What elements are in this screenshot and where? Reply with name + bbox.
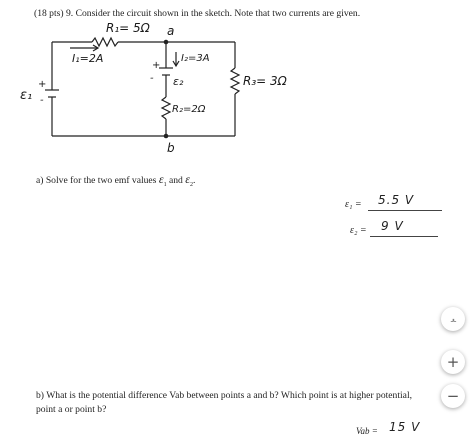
part-a-text: a) Solve for the two emf values xyxy=(36,175,157,186)
answer2-value: 9 V xyxy=(381,219,404,233)
node-a-label: a xyxy=(167,24,175,38)
i1-label: I₁=2A xyxy=(72,52,104,65)
r3-label: R₃= 3Ω xyxy=(243,74,287,88)
emf1-minus: - xyxy=(40,95,44,106)
emf1-plus: + xyxy=(38,79,47,90)
emf2-symbol: ε xyxy=(185,172,190,186)
answer1-label: ε₁ = xyxy=(345,199,362,210)
minus-icon: − xyxy=(446,386,460,405)
answer2-line xyxy=(370,236,438,237)
zoom-in-button[interactable] xyxy=(441,350,465,374)
and-text: and xyxy=(168,175,183,186)
fit-to-screen-button[interactable] xyxy=(441,307,465,331)
answer1-value: 5.5 V xyxy=(378,193,415,207)
vab-value: 15 V xyxy=(389,420,421,434)
zoom-out-button[interactable] xyxy=(441,384,465,408)
r2-label: R₂=2Ω xyxy=(172,104,206,115)
question-title: (18 pts) 9. Consider the circuit shown in the sketch. Note that two currents are given. xyxy=(34,8,361,19)
emf2-minus: - xyxy=(150,73,154,84)
emf1-label: ε₁ xyxy=(20,88,33,103)
part-b-line2: point a or point b? xyxy=(36,404,107,415)
emf1-symbol: ε xyxy=(158,172,164,186)
i2-label: I₂=3A xyxy=(181,53,210,64)
fit-to-screen-icon: ⌟⌞ xyxy=(450,314,456,323)
emf2-plus: + xyxy=(152,60,161,71)
circuit-diagram xyxy=(0,0,474,160)
answer1-line xyxy=(368,210,442,211)
part-a-question: a) Solve for the two emf values $\varepsilon_1$ and $\varepsilon_2$. xyxy=(36,172,196,188)
emf2-label: ε₂ xyxy=(173,75,184,88)
r1-label: R₁= 5Ω xyxy=(106,21,150,35)
plus-icon: + xyxy=(446,352,460,371)
answer2-label: ε₂ = xyxy=(350,225,367,236)
vab-label: Vab = xyxy=(356,426,378,436)
node-b-label: b xyxy=(167,141,175,155)
part-b-line1: b) What is the potential difference Vab between points a and b? Which point is at higher potential, xyxy=(36,390,413,401)
